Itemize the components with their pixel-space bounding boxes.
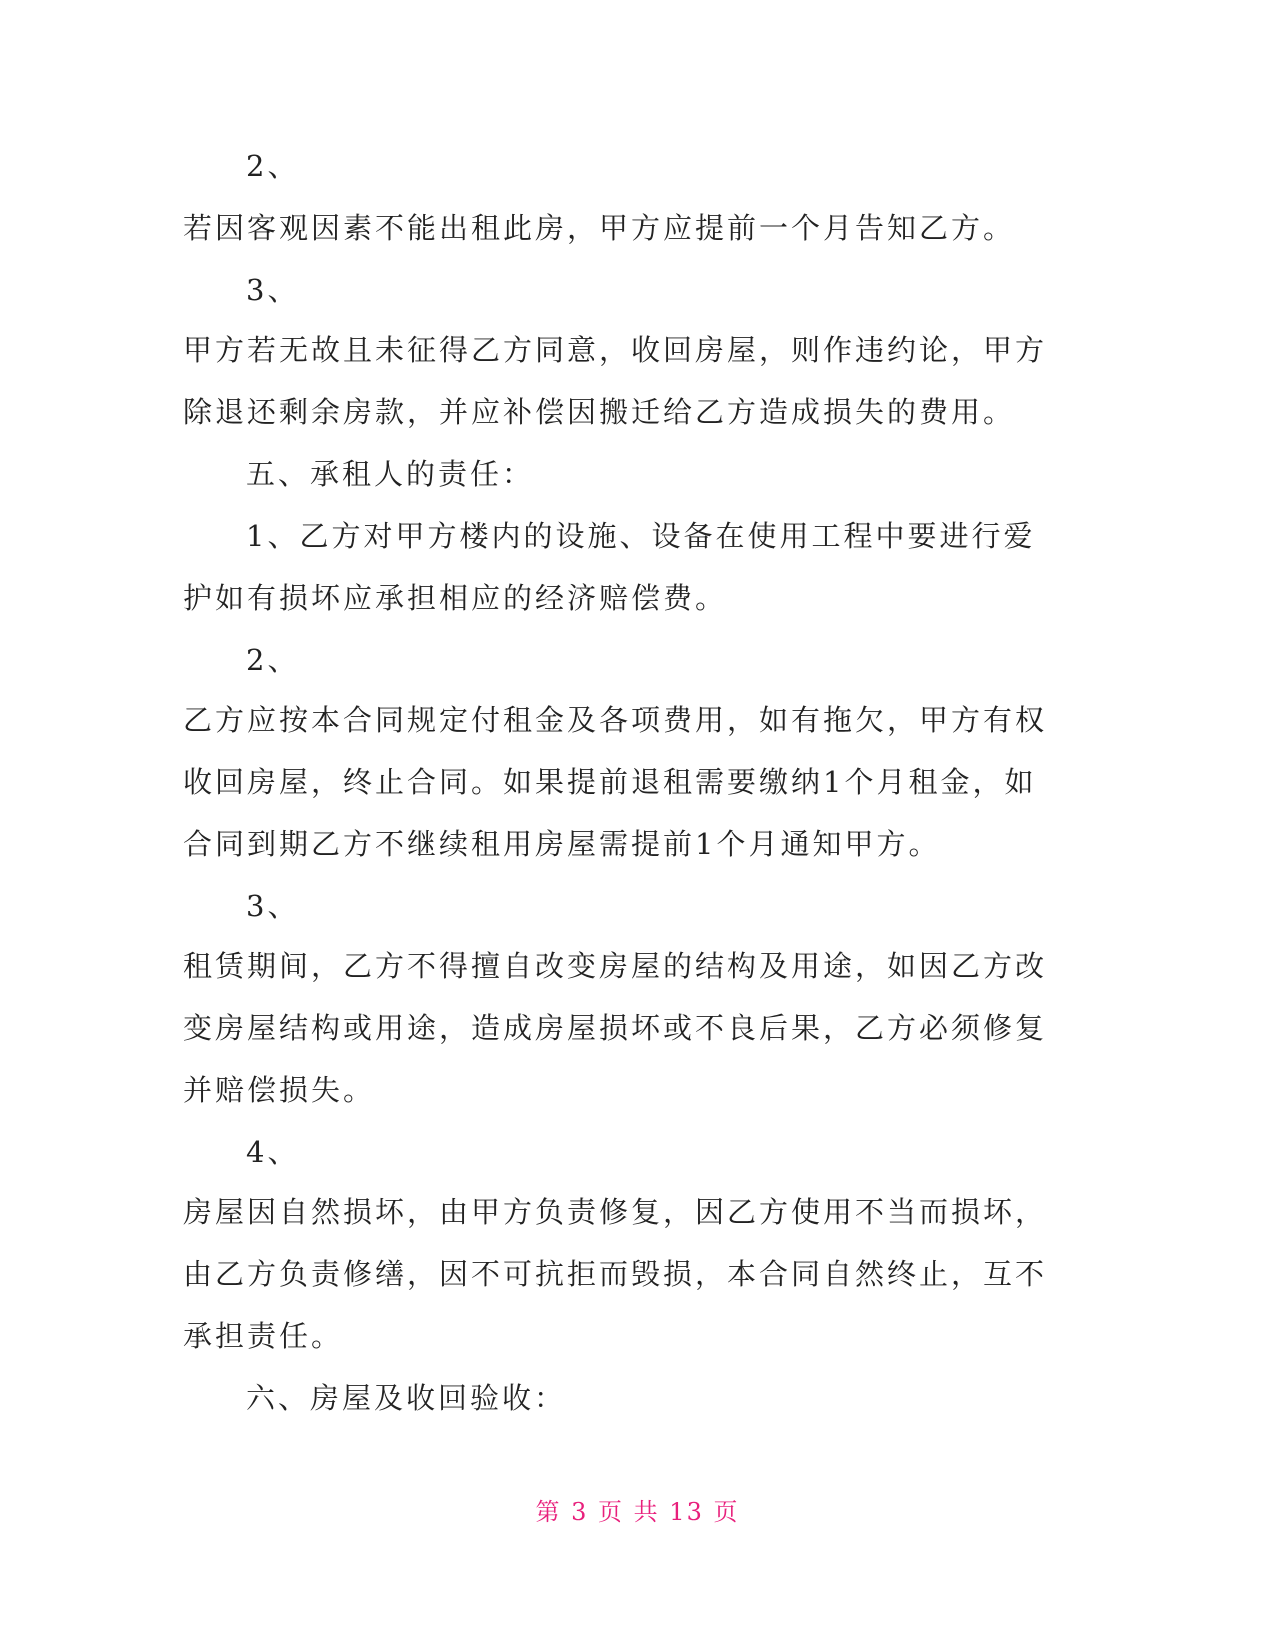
clause-text: 乙方应按本合同规定付租金及各项费用，如有拖欠，甲方有权 xyxy=(183,703,1048,737)
clause-number: 3、 xyxy=(246,889,300,923)
clause-number: 3、 xyxy=(246,273,300,307)
clause-number: 2、 xyxy=(246,643,300,677)
clause-text: 收回房屋，终止合同。如果提前退租需要缴纳1个月租金，如 xyxy=(183,765,1037,799)
section-heading: 五、承租人的责任： xyxy=(246,457,535,491)
page-number-footer: 第 3 页 共 13 页 xyxy=(535,1498,740,1526)
clause-text: 甲方若无故且未征得乙方同意，收回房屋，则作违约论，甲方 xyxy=(183,333,1048,367)
clause-text: 变房屋结构或用途，造成房屋损坏或不良后果，乙方必须修复 xyxy=(183,1011,1048,1045)
clause-number: 2、 xyxy=(246,149,300,183)
clause-text: 若因客观因素不能出租此房，甲方应提前一个月告知乙方。 xyxy=(183,211,1016,245)
section-heading: 六、房屋及收回验收： xyxy=(246,1381,567,1415)
clause-text: 租赁期间，乙方不得擅自改变房屋的结构及用途，如因乙方改 xyxy=(183,949,1048,983)
clause-text: 护如有损坏应承担相应的经济赔偿费。 xyxy=(183,581,728,615)
clause-text: 房屋因自然损坏，由甲方负责修复，因乙方使用不当而损坏， xyxy=(183,1195,1048,1229)
clause-number: 4、 xyxy=(246,1135,300,1169)
clause-text: 1、乙方对甲方楼内的设施、设备在使用工程中要进行爱 xyxy=(246,519,1036,553)
clause-text: 承担责任。 xyxy=(183,1319,344,1353)
clause-text: 由乙方负责修缮，因不可抗拒而毁损，本合同自然终止，互不 xyxy=(183,1257,1048,1291)
clause-text: 合同到期乙方不继续租用房屋需提前1个月通知甲方。 xyxy=(183,827,941,861)
clause-text: 除退还剩余房款，并应补偿因搬迁给乙方造成损失的费用。 xyxy=(183,395,1016,429)
clause-text: 并赔偿损失。 xyxy=(183,1073,376,1107)
